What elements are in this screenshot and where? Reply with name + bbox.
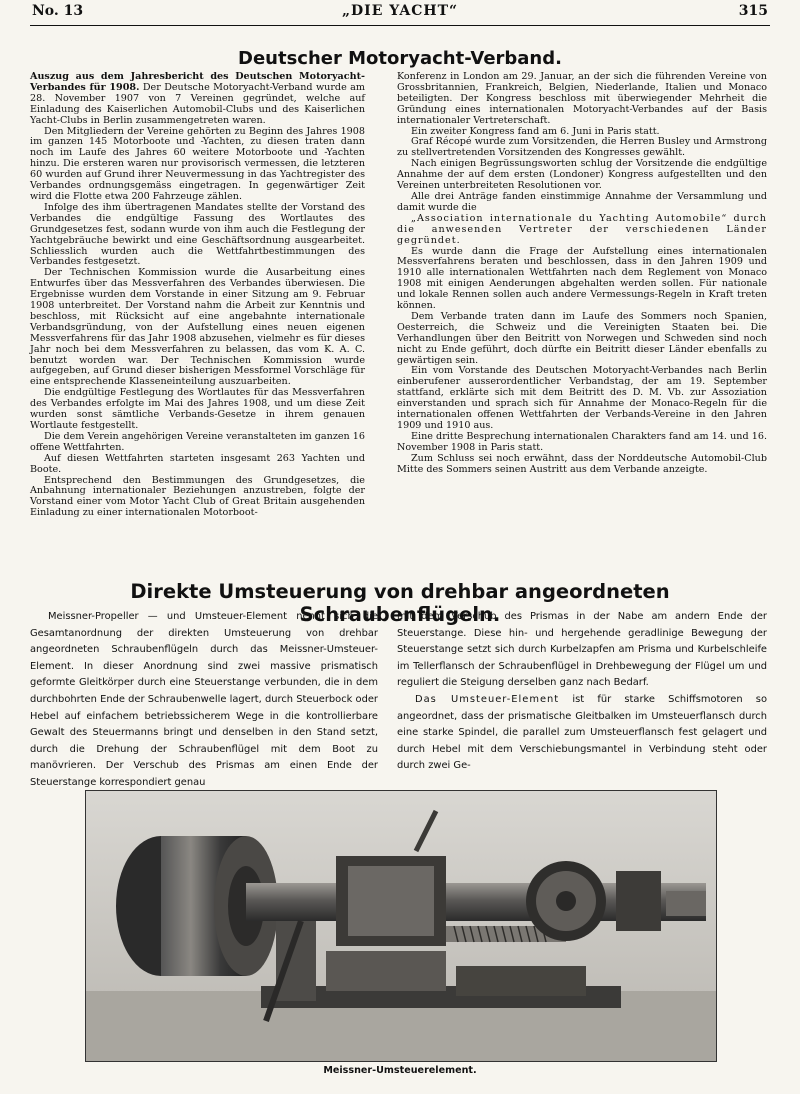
article2-left-column [30, 609, 378, 792]
article2-right-column [397, 609, 767, 775]
article-title-umsteuerung: Direkte Umsteuerung von drehbar angeordneten Schraubenflügeln. [130, 580, 670, 626]
article1-paragraph: Entsprechend den Bestimmungen des Grundgesetzes, die Anbahnung internationaler Beziehungen anzustreben, folgte der Vorstand einer vom Motor Yacht Club of Great Britain ausgehenden Einladung zu einer internationalen Motorboot- [30, 474, 365, 519]
article1-paragraph: Eine dritte Besprechung internationalen Charakters fand am 14. und 16. November 1908 in Paris statt. [397, 430, 767, 453]
article2-paragraph-text: ist für starke Schiffsmotoren so angeordnet, dass der prismatische Gleitbalken im Umsteuerflansch durch eine starke Spindel, die parallel zum Umsteuerflansch fest gelagert und durch Hebel mit dem Verschiebungsmantel in Verbindung steht oder durch zwei Ge- [397, 693, 767, 772]
article1-paragraph: Dem Verbande traten dann im Laufe des Sommers noch Spanien, Oesterreich, die Schweiz und die Vereinigten Staaten bei. Die Verhandlungen über den Beitritt von Norwegen und Schweden sind noch nicht zu Ende geführt, doch dürfte ein Beitritt dieser Länder ebenfalls zu gewärtigen sein. [397, 310, 767, 366]
article1-paragraph: Alle drei Anträge fanden einstimmige Annahme der Versammlung und damit wurde die [397, 190, 767, 213]
figure-caption: Meissner-Umsteuerelement. [323, 1065, 477, 1076]
article1-paragraph [30, 72, 365, 127]
article-title-motoryacht-verband: Deutscher Motoryacht-Verband. [238, 48, 562, 69]
article1-paragraph-text: Der Deutsche Motoryacht-Verband wurde am 28. November 1907 von 7 Vereinen gegründet, welche auf Einladung des Kaiserlichen Automobil-Clubs und des Kaiserlichen Yacht-Clubs in Berlin zusammengetreten waren. [30, 81, 365, 126]
article1-paragraph: Die endgültige Festlegung des Wortlautes für das Messverfahren des Verbandes erfolgte im Mai des Jahres 1908, und um diese Zeit wurden sonst sämtliche Verbands-Gesetze in ihrem genauen Wortlaute festgestellt. [30, 387, 365, 431]
article1-paragraph: Ein zweiter Kongress fand am 6. Juni in Paris statt. [411, 125, 660, 137]
association-name: „Association internationale du Yachting Automobile“ durch die anwesenden Vertreter der verschiedenen Länder gegründet. [397, 212, 767, 246]
article1-paragraph: Die dem Verein angehörigen Vereine veranstalteten im ganzen 16 offene Wettfahrten. [30, 430, 365, 453]
article1-paragraph: Ein vom Vorstande des Deutschen Motoryacht-Verbandes nach Berlin einberufener ausserordentlicher Verbandstag, der am 19. September stattfand, erklärte sich mit dem Beitritt des D. M. Vb. zur Assoziation einverstanden und sprach sich für Annahme der Monaco-Regeln für die internationalen offenen Wettfahrten der Verbands-Vereine in den Jahren 1909 und 1910 aus. [397, 365, 767, 431]
article1-paragraph: Den Mitgliedern der Vereine gehörten zu Beginn des Jahres 1908 im ganzen 145 Motorboote und -Yachten, zu diesen traten dann noch im Laufe des Jahres 60 weitere Motorboote und -Yachten hinzu. Die ersteren waren nur provisorisch vermessen, die letzteren 60 wurden auf Grund ihrer Neuvermessung in das Yachtregister des Verbandes ordnungsgemäss eingetragen. In gegenwärtiger Zeit wird die Flotte etwa 200 Fahrzeuge zählen. [30, 125, 365, 202]
article2-paragraph: mit dem Verschub des Prismas in der Nabe am andern Ende der Steuerstange. Diese hin- und hergehende geradlinige Bewegung der Steuerstange setzt sich durch Kurbelzapfen am Prisma und Kurbelschleife im Tellerflansch der Schraubenflügel in Drehbewegung der Flügel um und reguliert die Steigung derselben ganz nach Bedarf. [397, 611, 767, 689]
page-number: 315 [738, 3, 768, 19]
header-rule [30, 25, 770, 26]
article1-paragraph: Konferenz in London am 29. Januar, an der sich die führenden Vereine von Grossbritannien, Frankreich, Belgien, Niederlande, Italien und Monaco beteiligten. Der Kongress beschloss mit überwiegender Mehrheit die Gründung eines internationalen Motoryacht-Verbandes auf der Basis internationaler Vertreterschaft. [397, 71, 767, 126]
journal-title: „DIE YACHT“ [341, 3, 459, 19]
article1-right-column [397, 72, 767, 476]
umsteuer-element-lead: Das Umsteuer-Element [415, 693, 560, 705]
article1-paragraph: Es wurde dann die Frage der Aufstellung eines internationalen Messverfahrens beraten und beschlossen, dass in den Jahren 1909 und 1910 alle internationalen Wettfahrten nach dem Reglement von Monaco 1908 mit einigen Aenderungen abgehalten werden sollen. Für nationale und lokale Rennen sollen auch andere Vermessungs-Regeln in Kraft treten können. [397, 245, 767, 312]
article2-paragraph [397, 692, 767, 775]
meissner-umsteuerelement-photo [85, 790, 717, 1062]
article1-paragraph: Der Technischen Kommission wurde die Ausarbeitung eines Entwurfes über das Messverfahren des Verbandes überwiesen. Die Ergebnisse wurden dem Vorstande in einer Sitzung am 9. Februar 1908 unterbreitet. Der Vorstand nahm die Arbeit zur Kenntnis und beschloss, mit Rücksicht auf eine angebahnte internationale Verbandsgründung, von der Aufstellung eines neuen eigenen Messverfahrens für das Jahr 1908 abzusehen, vielmehr es für dieses Jahr noch bei dem Messverfahren zu belassen, das vom K. A. C. benutzt worden war. Der Technischen Kommission wurde aufgegeben, auf Grund dieser bisherigen Messformel Vorschläge für eine entsprechende Klasseneinteilung auszuarbeiten. [30, 267, 365, 388]
magazine-page [30, 0, 770, 1094]
article1-paragraph: Infolge des ihm übertragenen Mandates stellte der Vorstand des Verbandes die endgültige Fassung des Wortlautes des Grundgesetzes fest, sodann wurde von ihm auch die Festlegung der Yachtgebräuche bewirkt und eine Geschäftsordnung ausgearbeitet. Schliesslich wurden auch die Wettfahrtbestimmungen des Verbandes festgesetzt. [30, 201, 365, 268]
article1-paragraph: Auf diesen Wettfahrten starteten insgesamt 263 Yachten und Boote. [30, 452, 365, 475]
article1-left-column [30, 72, 365, 519]
article1-paragraph: Graf Récopé wurde zum Vorsitzenden, die Herren Busley und Armstrong zu stellvertretenden Vorsitzenden des Kongresses gewählt. [397, 136, 767, 159]
article1-paragraph: Zum Schluss sei noch erwähnt, dass der Norddeutsche Automobil-Club Mitte des Sommers seinen Austritt aus dem Verbande anzeigte. [397, 452, 767, 475]
running-header [30, 3, 770, 25]
article1-paragraph: Nach einigen Begrüssungsworten schlug der Vorsitzende die endgültige Annahme der auf dem ersten (Londoner) Kongress aufgestellten und den Vereinen unterbreiteten Resolutionen vor. [397, 158, 767, 192]
issue-number: No. 13 [32, 3, 84, 19]
article2-paragraph: Meissner-Propeller — und Umsteuer-Element nennt sich die Gesamtanordnung der direkten Umsteuerung von drehbar angeordneten Schraubenflügeln durch das Meissner-Umsteuer-Element. In dieser Anordnung sind zwei massive prismatisch geformte Gleitkörper durch eine Steuerstange verbunden, die in dem durchbohrten Ende der Schraubenwelle lagert, durch Steuerbock oder Hebel auf einfachem betriebssicherem Wege in die kontrollierbare Gewalt des Steuermanns bringt und denselben in den Stand setzt, durch die Drehung der Schraubenflügel mit dem Boot zu manövrieren. Der Verschub des Prismas am einen Ende der Steuerstange korrespondiert genau [30, 611, 378, 788]
machine-illustration [86, 791, 716, 1061]
article1-lead: Auszug aus dem Jahresbericht des Deutschen Motoryacht-Verbandes für 1908. [30, 71, 365, 93]
